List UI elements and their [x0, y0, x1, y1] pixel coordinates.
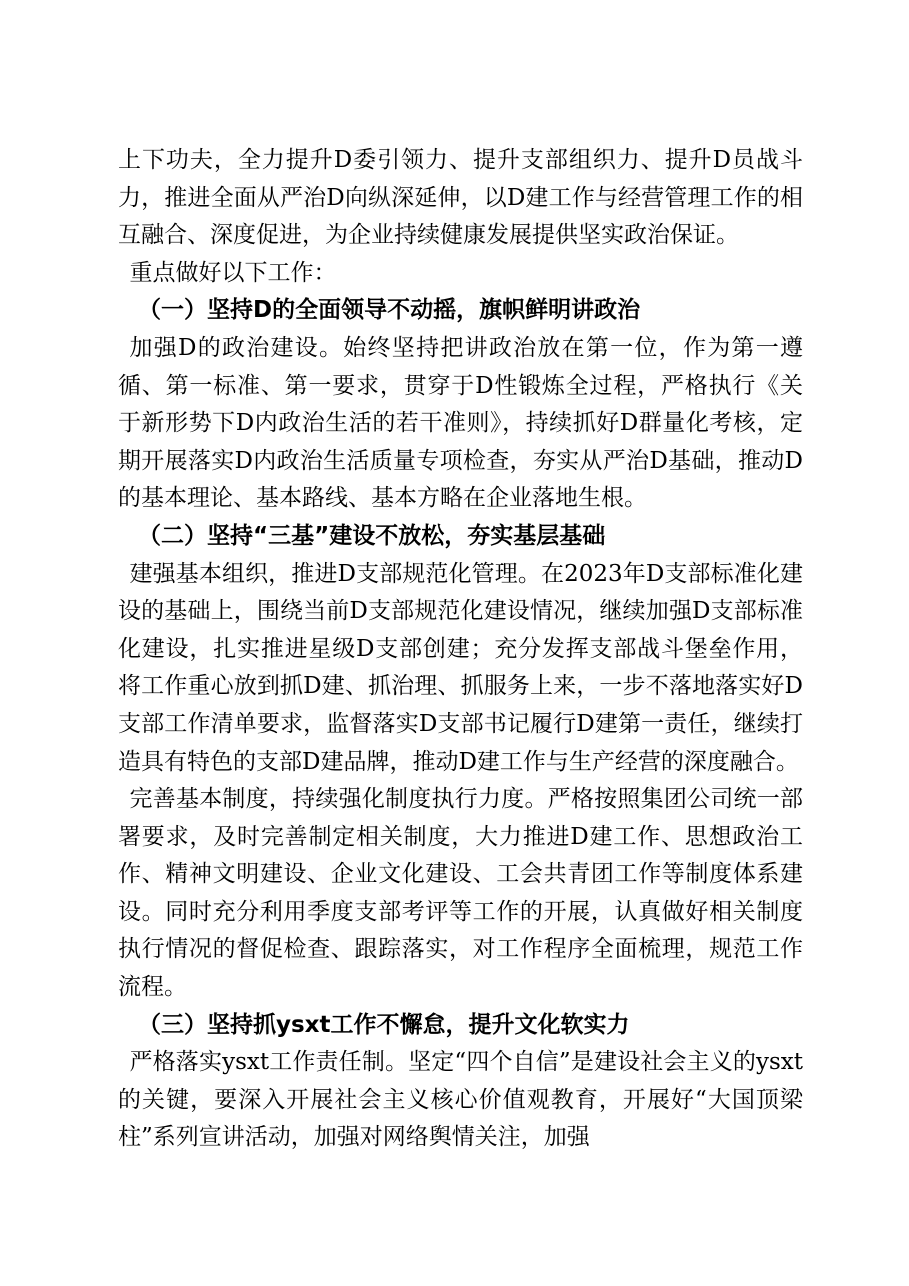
section-heading-1: （一）坚持D的全面领导不动摇，旗帜鲜明讲政治	[138, 297, 641, 324]
document-page	[118, 142, 803, 1157]
section-heading-2: （二）坚持“三基”建设不放松，夯实基层基础	[138, 522, 606, 549]
paragraph-basic-organization: 建强基本组织，推进D支部规范化管理。在2023年D支部标准化建设的基础上，围绕当前D支部规范化建设情况，继续加强D支部标准化建设，扎实推进星级D支部创建；充分发挥支部战斗堡垒作用，将工作重心放到抓D建、抓治理、抓服务上来，一步不落地落实好D支部工作清单要求，监督落实D支部书记履行D建第一责任，继续打造具有特色的支部D建品牌，推动D建工作与生产经营的深度融合。	[118, 560, 803, 775]
paragraph-key-tasks: 重点做好以下工作：	[129, 259, 337, 286]
paragraph-basic-system: 完善基本制度，持续强化制度执行力度。严格按照集团公司统一部署要求，及时完善制定相关制度，大力推进D建工作、思想政治工作、精神文明建设、企业文化建设、工会共青团工作等制度体系建设。同时充分利用季度支部考评等工作的开展，认真做好相关制度执行情况的督促检查、跟踪落实，对工作程序全面梳理，规范工作流程。	[118, 786, 803, 1001]
paragraph-responsibility-system: 严格落实ysxt工作责任制。坚定“四个自信”是建设社会主义的ysxt的关键，要深入开展社会主义核心价值观教育，开展好“大国顶梁柱”系列宣讲活动，加强对网络舆情关注，加强	[118, 1049, 803, 1151]
paragraph-intro: 上下功夫，全力提升D委引领力、提升支部组织力、提升D员战斗力，推进全面从严治D向纵深延伸，以D建工作与经营管理工作的相互融合、深度促进，为企业持续健康发展提供坚实政治保证。	[118, 147, 803, 249]
paragraph-political-construction: 加强D的政治建设。始终坚持把讲政治放在第一位，作为第一遵循、第一标准、第一要求，贯穿于D性锻炼全过程，严格执行《关于新形势下D内政治生活的若干准则》，持续抓好D群量化考核，定期开展落实D内政治生活质量专项检查，夯实从严治D基础，推动D的基本理论、基本路线、基本方略在企业落地生根。	[118, 334, 803, 512]
section-heading-3: （三）坚持抓ysxt工作不懈怠，提升文化软实力	[138, 1011, 630, 1038]
